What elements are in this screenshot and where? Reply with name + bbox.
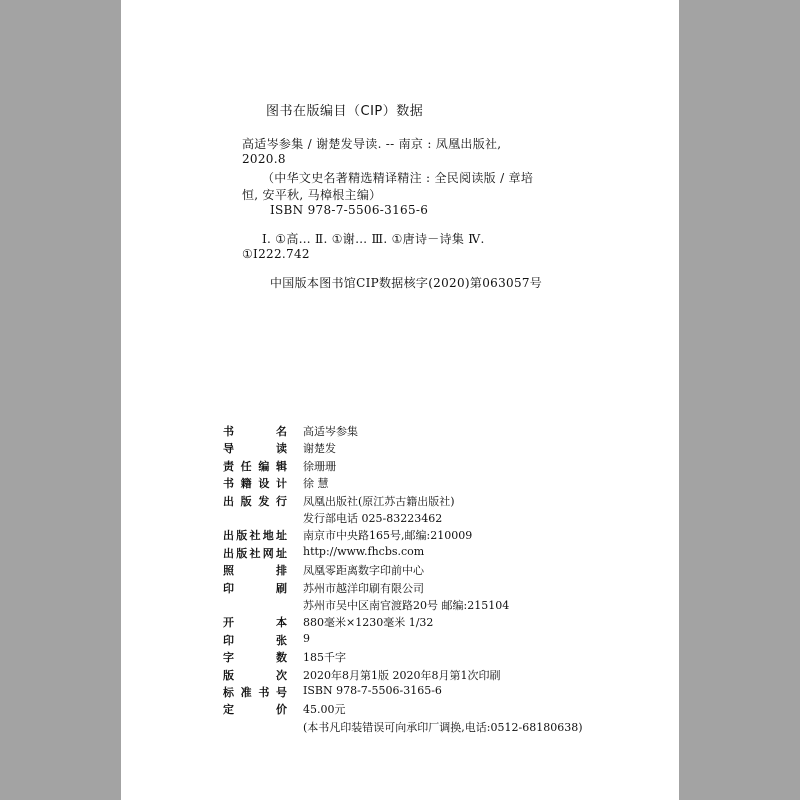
imprint-label: 书名 bbox=[223, 425, 287, 438]
imprint-value: 谢楚发 bbox=[303, 442, 336, 456]
imprint-label: 印刷 bbox=[223, 581, 287, 595]
imprint-value: 2020年8月第1版 2020年8月第1次印刷 bbox=[303, 668, 501, 682]
imprint-value: 徐 慧 bbox=[303, 477, 329, 491]
cip-classification: Ⅰ. ①高… Ⅱ. ①谢… Ⅲ. ①唐诗－诗集 Ⅳ. bbox=[262, 232, 485, 246]
imprint-label: 责任编辑 bbox=[223, 459, 287, 473]
imprint-value: 徐珊珊 bbox=[303, 459, 336, 473]
cip-number: 中国版本图书馆CIP数据核字(2020)第063057号 bbox=[270, 276, 543, 290]
imprint-label: 出版发行 bbox=[223, 494, 287, 508]
cip-isbn: ISBN 978-7-5506-3165-6 bbox=[270, 203, 429, 217]
imprint-label: 书籍设计 bbox=[223, 477, 287, 491]
imprint-value: ISBN 978-7-5506-3165-6 bbox=[303, 684, 442, 697]
imprint-value: 185千字 bbox=[303, 651, 346, 665]
imprint-value: 南京市中央路165号,邮编:210009 bbox=[303, 529, 473, 543]
imprint-value: 45.00元 bbox=[303, 703, 346, 717]
imprint-value: 发行部电话 025-83223462 bbox=[303, 512, 443, 525]
imprint-value: 凤凰出版社(原江苏古籍出版社) bbox=[303, 494, 455, 508]
imprint-label: 出版社网址 bbox=[223, 546, 287, 560]
imprint-value: 高适岑参集 bbox=[303, 425, 358, 438]
imprint-label: 印张 bbox=[223, 633, 287, 647]
copyright-page bbox=[121, 0, 679, 800]
imprint-value: (本书凡印装错误可向承印厂调换,电话:0512-68180638) bbox=[303, 720, 583, 734]
cip-classification: ①I222.742 bbox=[242, 247, 310, 261]
imprint-label: 导读 bbox=[223, 442, 287, 456]
imprint-value: 9 bbox=[303, 631, 310, 645]
imprint-label: 开本 bbox=[223, 616, 287, 630]
imprint-label: 字数 bbox=[223, 651, 287, 665]
imprint-value: http://www.fhcbs.com bbox=[303, 544, 425, 558]
imprint-label: 版次 bbox=[223, 668, 287, 682]
imprint-label: 照排 bbox=[223, 564, 287, 578]
cip-line: 恒, 安平秋, 马樟根主编） bbox=[242, 188, 382, 202]
imprint-value: 苏州市吴中区南官渡路20号 邮编:215104 bbox=[303, 599, 510, 612]
imprint-value: 凤凰零距离数字印前中心 bbox=[303, 564, 424, 578]
cip-title: 图书在版编目（CIP）数据 bbox=[266, 104, 424, 119]
imprint-value: 880毫米×1230毫米 1/32 bbox=[303, 616, 434, 630]
cip-line: （中华文史名著精选精译精注 : 全民阅读版 / 章培 bbox=[262, 171, 534, 185]
imprint-label: 定价 bbox=[223, 703, 287, 717]
cip-line: 高适岑参集 / 谢楚发导读. -- 南京 : 凤凰出版社, bbox=[242, 137, 502, 151]
imprint-label: 出版社地址 bbox=[223, 529, 287, 543]
imprint-value: 苏州市越洋印刷有限公司 bbox=[303, 581, 424, 595]
cip-line: 2020.8 bbox=[242, 152, 286, 166]
imprint-label: 标准书号 bbox=[223, 686, 287, 699]
